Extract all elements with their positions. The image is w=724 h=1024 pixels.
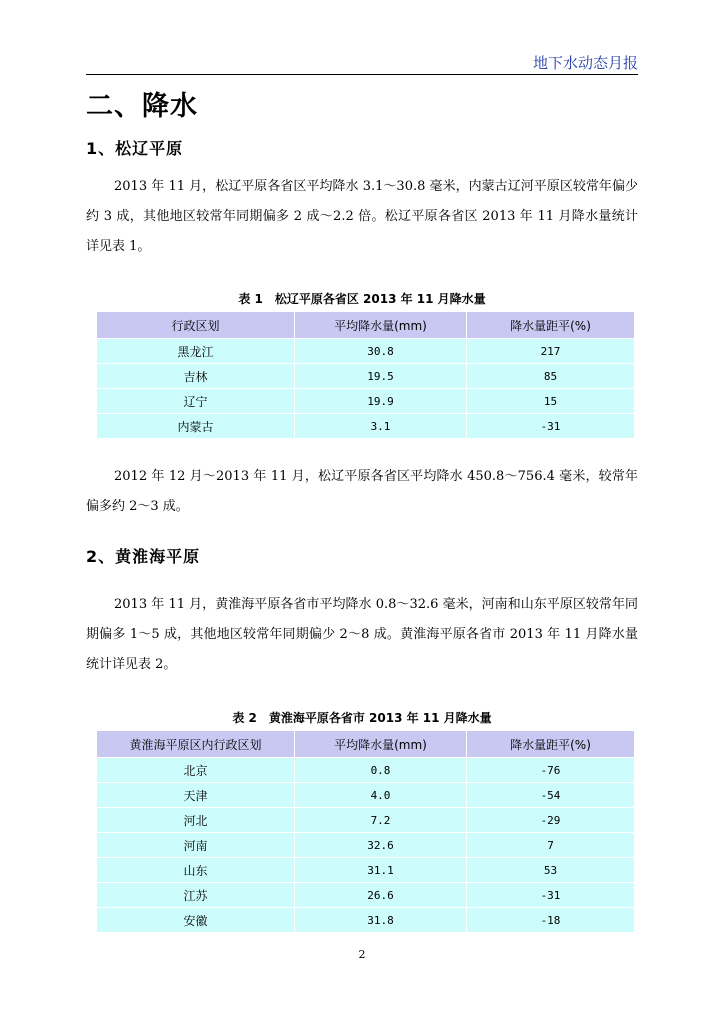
column-header: 平均降水量(mm) bbox=[295, 731, 467, 758]
table1-precipitation bbox=[96, 311, 635, 439]
table-row bbox=[97, 758, 635, 783]
anomaly-cell: -76 bbox=[467, 758, 635, 783]
paragraph-songliao-nov: 2013 年 11 月，松辽平原各省区平均降水 3.1～30.8 毫米，内蒙古辽河平原区较常年偏少约 3 成，其他地区较常年同期偏多 2 成～2.2 倍。松辽平原各省区 2013 年 11 月降水量统计详见表 1。 bbox=[86, 179, 638, 254]
page-number: 2 bbox=[358, 948, 366, 961]
anomaly-cell: 7 bbox=[467, 833, 635, 858]
subsection-heading-huanghuaihai: 2、黄淮海平原 bbox=[86, 547, 201, 566]
anomaly-cell: 217 bbox=[467, 339, 635, 364]
header-rule bbox=[86, 74, 638, 75]
region-cell: 山东 bbox=[97, 858, 295, 883]
table2-caption: 表 2 黄淮海平原各省市 2013 年 11 月降水量 bbox=[232, 711, 492, 725]
precip-cell: 4.0 bbox=[295, 783, 467, 808]
precip-cell: 19.9 bbox=[295, 389, 467, 414]
anomaly-cell: 53 bbox=[467, 858, 635, 883]
region-cell: 辽宁 bbox=[97, 389, 295, 414]
table-row bbox=[97, 833, 635, 858]
anomaly-cell: -54 bbox=[467, 783, 635, 808]
table-row bbox=[97, 414, 635, 439]
region-cell: 北京 bbox=[97, 758, 295, 783]
anomaly-cell: -18 bbox=[467, 908, 635, 933]
table-row bbox=[97, 339, 635, 364]
column-header: 黄淮海平原区内行政区划 bbox=[97, 731, 295, 758]
anomaly-cell: -31 bbox=[467, 883, 635, 908]
column-header: 行政区划 bbox=[97, 312, 295, 339]
subsection-heading-songliao: 1、松辽平原 bbox=[86, 139, 184, 158]
table-row bbox=[97, 858, 635, 883]
anomaly-cell: -31 bbox=[467, 414, 635, 439]
table-row bbox=[97, 364, 635, 389]
region-cell: 内蒙古 bbox=[97, 414, 295, 439]
table-row bbox=[97, 389, 635, 414]
column-header: 降水量距平(%) bbox=[467, 312, 635, 339]
precip-cell: 31.8 bbox=[295, 908, 467, 933]
precip-cell: 0.8 bbox=[295, 758, 467, 783]
precip-cell: 3.1 bbox=[295, 414, 467, 439]
precip-cell: 19.5 bbox=[295, 364, 467, 389]
paragraph-songliao-annual: 2012 年 12 月～2013 年 11 月，松辽平原各省区平均降水 450.8～756.4 毫米，较常年偏多约 2～3 成。 bbox=[86, 469, 638, 514]
precip-cell: 31.1 bbox=[295, 858, 467, 883]
anomaly-cell: -29 bbox=[467, 808, 635, 833]
paragraph-huanghuaihai-nov: 2013 年 11 月，黄淮海平原各省市平均降水 0.8～32.6 毫米，河南和山东平原区较常年同期偏多 1～5 成，其他地区较常年同期偏少 2～8 成。黄淮海平原各省市 2013 年 11 月降水量统计详见表 2。 bbox=[86, 597, 638, 672]
region-cell: 吉林 bbox=[97, 364, 295, 389]
anomaly-cell: 85 bbox=[467, 364, 635, 389]
table-header-row bbox=[97, 731, 635, 758]
section-title: 二、降水 bbox=[86, 91, 198, 122]
table-row bbox=[97, 908, 635, 933]
region-cell: 天津 bbox=[97, 783, 295, 808]
table1-caption: 表 1 松辽平原各省区 2013 年 11 月降水量 bbox=[238, 292, 486, 306]
table-row bbox=[97, 883, 635, 908]
column-header: 平均降水量(mm) bbox=[295, 312, 467, 339]
column-header: 降水量距平(%) bbox=[467, 731, 635, 758]
region-cell: 江苏 bbox=[97, 883, 295, 908]
precip-cell: 32.6 bbox=[295, 833, 467, 858]
precip-cell: 26.6 bbox=[295, 883, 467, 908]
table-header-row bbox=[97, 312, 635, 339]
region-cell: 河南 bbox=[97, 833, 295, 858]
region-cell: 安徽 bbox=[97, 908, 295, 933]
table2-precipitation bbox=[96, 730, 635, 933]
table-row bbox=[97, 808, 635, 833]
precip-cell: 7.2 bbox=[295, 808, 467, 833]
table-row bbox=[97, 783, 635, 808]
running-header-title: 地下水动态月报 bbox=[532, 54, 638, 72]
precip-cell: 30.8 bbox=[295, 339, 467, 364]
region-cell: 黑龙江 bbox=[97, 339, 295, 364]
region-cell: 河北 bbox=[97, 808, 295, 833]
anomaly-cell: 15 bbox=[467, 389, 635, 414]
